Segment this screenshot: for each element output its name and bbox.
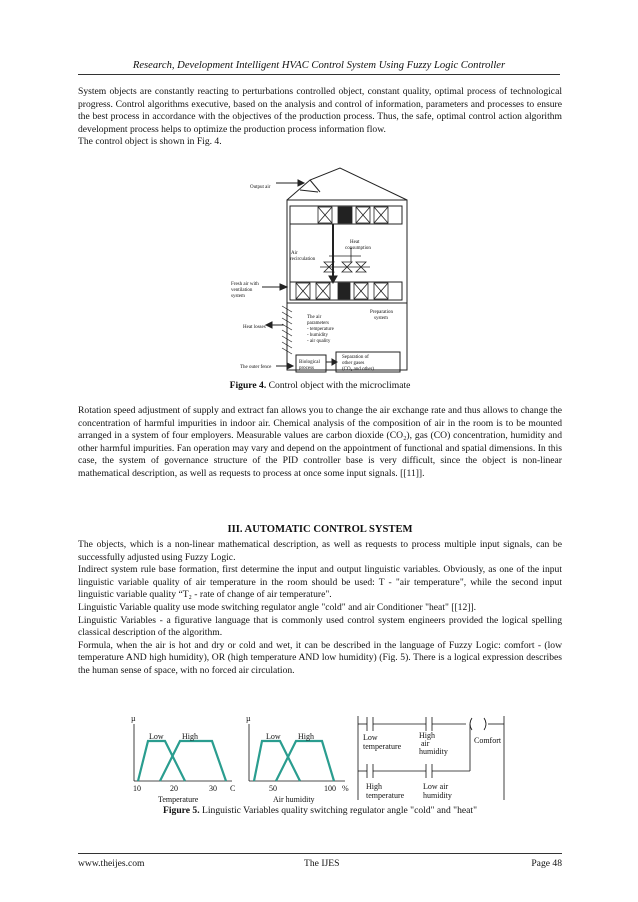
hum-axis-label: Air humidity xyxy=(273,795,315,804)
ladder-high-air-2: air xyxy=(421,739,430,748)
figure-4-caption xyxy=(78,380,562,391)
ladder-high-air-1: High xyxy=(419,731,435,740)
section-heading: III. AUTOMATIC CONTROL SYSTEM xyxy=(227,524,413,535)
temp-axis-label: Temperature xyxy=(158,795,199,804)
label-params-4: - humidity xyxy=(307,333,328,338)
roof xyxy=(287,168,407,200)
ladder-high-temp-1: High xyxy=(366,782,382,791)
label-fresh-2: ventilation xyxy=(231,288,253,293)
running-header: Research, Development Intelligent HVAC Control System Using Fuzzy Logic Controller xyxy=(132,60,506,71)
figure-5-caption-label: Figure 5. xyxy=(163,805,200,816)
temp-low-label: Low xyxy=(149,732,164,741)
footer-rule xyxy=(78,853,562,854)
label-params-5: - air quality xyxy=(307,339,331,344)
label-sep-2: other gases xyxy=(342,361,365,366)
temp-tick-10: 10 xyxy=(133,784,141,793)
recirc-arrow xyxy=(329,224,337,283)
body2-text-1: The objects, which is a non-linear mathematical description, as well as requests to process multiple input signals, can be successfully adjusted using Fuzzy Logic. xyxy=(78,539,562,563)
footer-page-number: Page 48 xyxy=(531,858,562,869)
intro-text-2: The control object is shown in Fig. 4. xyxy=(78,136,222,148)
ladder-comfort: Comfort xyxy=(474,736,502,745)
temp-tick-unit: C xyxy=(230,784,236,793)
label-params-1: The air xyxy=(307,315,322,320)
figure-5-diagram xyxy=(120,712,510,804)
figure-5-caption-text: Linguistic Variables quality switching regulator angle "cold" and "heat" xyxy=(199,805,477,816)
label-heat-losses: Heat losses xyxy=(243,325,266,330)
label-output-air: Output air xyxy=(250,185,271,190)
temp-tick-20: 20 xyxy=(170,784,178,793)
ladder-low-temp-1: Low xyxy=(363,733,378,742)
intro-text-1: System objects are constantly reacting to perturbations controlled object, constant quality, optimal process of technological progress. Control algorithms executive, based on the analysis and control of information, parameters and processes to ensure the best process in accordance with the objectives of the production process. Thus, the safe, optimal control action algorithm development process helps to optimize the production process information flow. xyxy=(78,86,562,135)
label-recirc-1: Air xyxy=(291,251,298,256)
temp-mu: µ xyxy=(131,714,136,723)
temp-tick-30: 30 xyxy=(209,784,217,793)
label-sep-3: (CO₂ and other) xyxy=(342,367,375,372)
figure-4-caption-text: Control object with the microclimate xyxy=(266,380,411,391)
body2-text-3: Linguistic Variable quality use mode switching regulator angle "cold" and air Conditioner "heat" [[12]]. xyxy=(78,601,477,613)
heat-losses-arrow xyxy=(266,322,284,328)
humidity-chart xyxy=(246,714,349,804)
label-heat-2: consumption xyxy=(345,246,371,251)
label-heat-1: Heat xyxy=(350,240,360,245)
label-params-2: parameters xyxy=(307,321,329,326)
label-prep-1: Preparation xyxy=(370,310,394,315)
figure-4-caption-label: Figure 4. xyxy=(229,380,267,391)
temp-chart xyxy=(131,714,235,804)
hum-mu: µ xyxy=(246,714,251,723)
ladder-high-air-3: humidity xyxy=(419,747,448,756)
ladder-low-temp-2: temperature xyxy=(363,742,402,751)
hum-tick-50: 50 xyxy=(269,784,277,793)
intro-paragraph xyxy=(78,86,562,149)
label-prep-2: system xyxy=(374,316,388,321)
humidity-membership-lines xyxy=(254,741,334,781)
bottom-filters xyxy=(296,283,388,299)
label-bio-2: process xyxy=(299,366,314,371)
temp-high-label: High xyxy=(182,732,198,741)
ladder-low-air-2: humidity xyxy=(423,791,452,800)
footer-journal: The IJES xyxy=(304,858,340,869)
figure-5-caption xyxy=(78,805,562,816)
fresh-air-arrow xyxy=(262,284,287,290)
label-params-3: - temperature xyxy=(307,327,334,332)
heat-valves xyxy=(320,248,370,272)
top-filters xyxy=(318,207,388,223)
label-sep-1: Separation of xyxy=(342,355,369,360)
hum-high-label: High xyxy=(298,732,314,741)
output-air-arrow xyxy=(276,180,304,186)
body-paragraph-2 xyxy=(78,539,562,678)
body2-text-2: Indirect system rule base formation, first determine the input and output linguistic variables. Obviously, as one of the input linguistic variable quality of air temperature in the room should be used: T - "air temperature", while the second input linguistic variable quality “T₂ - rate of change of air temperature". xyxy=(78,564,562,601)
header-rule xyxy=(78,74,560,75)
outer-fence-arrow xyxy=(276,363,293,369)
label-bio-1: Biological xyxy=(299,360,320,365)
figure-4-diagram xyxy=(222,163,418,375)
hum-tick-100: 100 xyxy=(324,784,336,793)
label-fresh-3: system xyxy=(231,294,245,299)
body-paragraph-1 xyxy=(78,405,562,481)
footer-website[interactable]: www.theijes.com xyxy=(78,858,145,869)
label-fresh-1: Fresh air with xyxy=(231,282,259,287)
body2-text-4: Linguistic Variables - a figurative language that is commonly used control system engineers provided the logical spelling classical description of the algorithm. xyxy=(78,614,562,639)
body-text-1: Rotation speed adjustment of supply and extract fan allows you to change the air exchange rate and thus allows to change the concentration of harmful impurities in indoor air. Chemical analysis of the composition of air in the room is to be mounted arranged in a system of four employers. Measurable values are carbon dioxide (CO₂), gas (CO) concentration, humidity and other harmful impurities. Fan operation may vary and depend on the appointment of functional and spatial dimensions. In this case, the system of governance structure of the PID controller base is very difficult, since the object is non-linear mathematical description, as well as requests to process at once some input signals. [[11]]. xyxy=(78,405,562,479)
label-outer-fence: The outer fence xyxy=(240,365,272,370)
ladder-high-temp-2: temperature xyxy=(366,791,405,800)
temp-membership-lines xyxy=(138,741,226,781)
ladder-low-air-1: Low air xyxy=(423,782,449,791)
hum-low-label: Low xyxy=(266,732,281,741)
label-recirc-2: recirculation xyxy=(290,257,316,262)
hum-tick-unit: % xyxy=(342,784,349,793)
body2-text-5: Formula, when the air is hot and dry or cold and wet, it can be described in the language of Fuzzy Logic: comfort - (low temperature AND high humidity), OR (high temperature AND low humidity) (Fig. 5). There is a logical expression describes the human sense of space, with no forced air circulation. xyxy=(78,639,562,676)
